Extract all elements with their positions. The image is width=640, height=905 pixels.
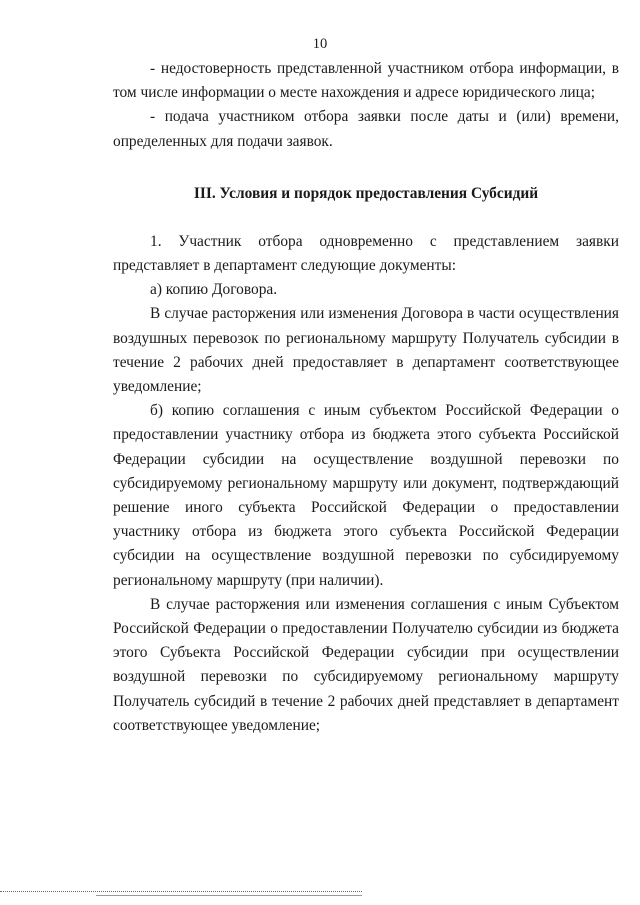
paragraph: В случае расторжения или изменения Договора в части осуществления воздушных перевозок по региональному маршруту Получатель субсидии в течение 2 рабочих дней предоставляет в департамент соответствующее уведомление; — [113, 305, 619, 396]
footer-rule — [0, 891, 362, 893]
footer-rule — [96, 895, 362, 897]
paragraph: - подача участником отбора заявки после даты и (или) времени, определенных для подачи заявок. — [113, 108, 619, 150]
paragraph: б) копию соглашения с иным субъектом Российской Федерации о предоставлении участнику отбора из бюджета этого субъекта Российской Федерации субсидии на осуществление воздушной перевозки по субсидируемому региональному маршруту или документ, подтверждающий решение иного субъекта Российской Федерации о предоставлении участнику отбора из бюджета этого субъекта Российской Федерации субсидии на осуществление воздушной перевозки по субсидируемому региональному маршруту (при наличии). — [113, 402, 619, 589]
page-number: 10 — [312, 36, 328, 52]
section-heading: III. Условия и порядок предоставления Субсидий — [193, 184, 539, 202]
paragraph: - недостоверность представленной участником отбора информации, в том числе информации о месте нахождения и адресе юридического лица; — [113, 60, 619, 102]
paragraph: 1. Участник отбора одновременно с представлением заявки представляет в департамент следующие документы: — [113, 232, 619, 275]
paragraph: а) копию Договора. — [150, 281, 278, 299]
document-body — [113, 57, 619, 738]
paragraph: В случае расторжения или изменения соглашения с иным Субъектом Российской Федерации о предоставлении Получателю субсидии из бюджета этого Субъекта Российской Федерации субсидии при осуществлении воздушной перевозки по субсидируемому региональному маршруту Получатель субсидий в течение 2 рабочих дней представляет в департамент соответствующее уведомление; — [113, 595, 619, 734]
